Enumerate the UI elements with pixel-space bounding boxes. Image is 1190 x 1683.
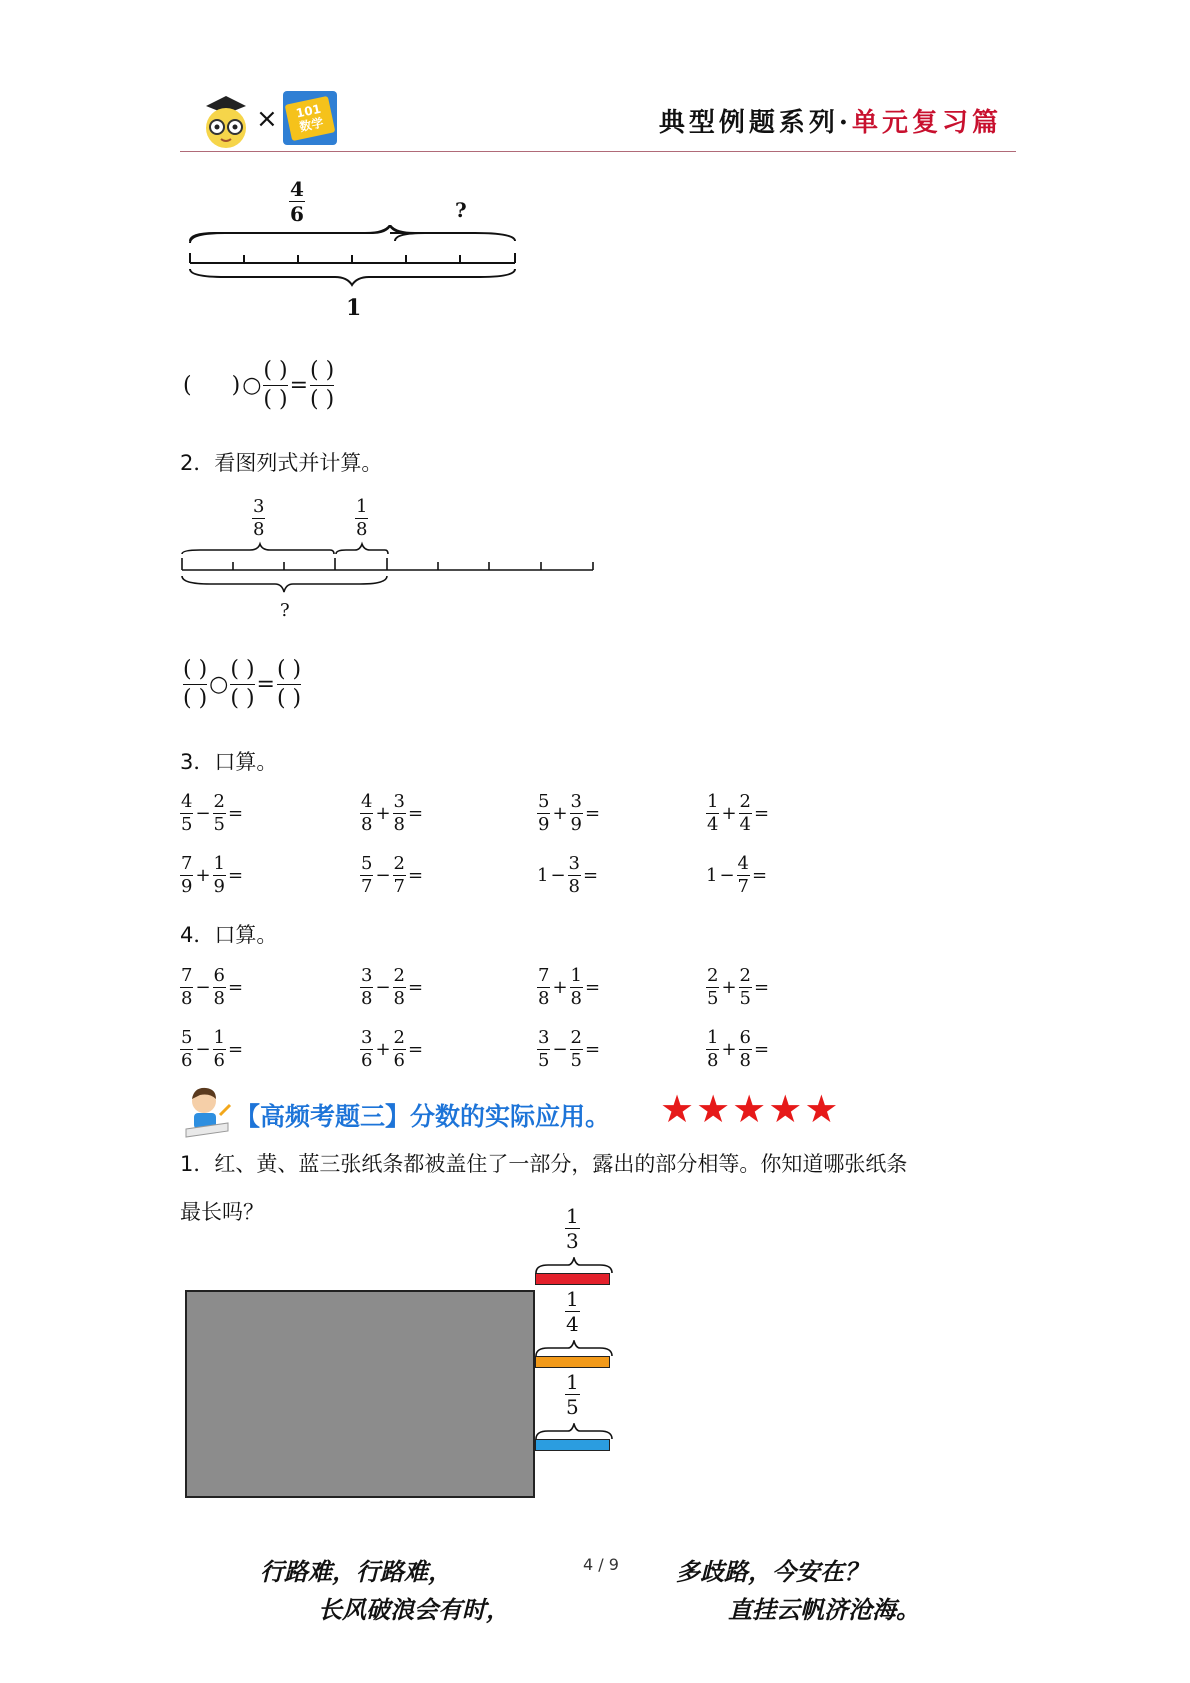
equals-sign: =: [585, 802, 601, 824]
operator-circle[interactable]: ○: [209, 672, 229, 698]
fraction-operand: $\frac{2}{6}$: [393, 1027, 405, 1071]
fraction-operand: $\frac{3}{8}$: [568, 853, 580, 897]
q1-segment-diagram: [185, 225, 525, 295]
fraction-operand: $\frac{6}{8}$: [213, 965, 225, 1009]
poem-left-2: 长风破浪会有时，: [318, 1595, 510, 1624]
q3-exercise: [537, 854, 600, 897]
fraction-operand: $\frac{3}{9}$: [570, 791, 582, 835]
q4-exercise: [706, 1028, 771, 1071]
owl-mascot-icon: [200, 92, 252, 148]
fraction-operand: $\frac{1}{8}$: [707, 1027, 719, 1071]
star-icon: ★: [660, 1087, 695, 1131]
fraction-operand: $\frac{1}{9}$: [213, 853, 225, 897]
equals-sign: =: [754, 1038, 770, 1060]
equals-sign: =: [583, 864, 599, 886]
q1-whole-label: 1: [346, 295, 362, 321]
fraction-operand: $\frac{4}{7}$: [737, 853, 749, 897]
q2-segment-diagram: [180, 540, 600, 600]
fraction-operand: $\frac{6}{8}$: [739, 1027, 751, 1071]
strip-fraction-label: $\frac{1}{3}$: [566, 1204, 579, 1253]
fraction-operand: $\frac{3}{5}$: [538, 1027, 550, 1071]
q4-exercise: [706, 966, 771, 1009]
q4-exercise: [360, 1028, 425, 1071]
operator: −: [552, 1038, 568, 1060]
series-prefix: 典型例题系列·: [658, 108, 852, 138]
whole-number: 1: [706, 864, 718, 886]
q3-exercise: [180, 792, 245, 835]
q3-exercise: [706, 854, 769, 897]
q2-unknown-label: ?: [280, 600, 290, 621]
strip-fraction-label: $\frac{1}{4}$: [566, 1287, 579, 1336]
equals-sign: =: [408, 802, 424, 824]
operator: −: [719, 864, 735, 886]
operator: +: [721, 976, 737, 998]
paper-strip: [535, 1439, 610, 1451]
q4-exercise: [537, 1028, 602, 1071]
student-reading-icon: [182, 1085, 232, 1139]
page-number: 4 / 9: [583, 1555, 619, 1574]
answer-fraction-blank[interactable]: $\frac{( )}{( )}$: [263, 358, 288, 413]
equals-sign: =: [754, 802, 770, 824]
operator: −: [375, 864, 391, 886]
operator: +: [375, 1038, 391, 1060]
q4-exercise: [180, 966, 245, 1009]
result-fraction-blank[interactable]: $\frac{( )}{( )}$: [310, 358, 335, 413]
operator: +: [375, 802, 391, 824]
cover-board: [185, 1290, 535, 1498]
q3-exercise: [360, 854, 425, 897]
fraction-operand: $\frac{2}{8}$: [393, 965, 405, 1009]
fraction-operand: $\frac{2}{5}$: [213, 791, 225, 835]
fraction-operand: $\frac{5}{9}$: [538, 791, 550, 835]
brand-logo-101: [283, 91, 337, 145]
fraction-operand: $\frac{2}{5}$: [570, 1027, 582, 1071]
owl-logo: [200, 92, 252, 148]
q3-exercise: [706, 792, 771, 835]
brand-logo-text: 101 数学: [285, 95, 336, 140]
operator: −: [195, 1038, 211, 1060]
q2-fill-expression: $\frac{( )}{( )}$ ○ $\frac{( )}{( )}$ = $\frac{( )}{( )}$: [183, 657, 302, 712]
q1-unknown-label: ?: [455, 198, 467, 222]
star-icon: ★: [804, 1087, 839, 1131]
fraction-blank-2[interactable]: $\frac{( )}{( )}$: [230, 657, 255, 712]
q4-exercise: [537, 966, 602, 1009]
q4-title: 4．口算。: [180, 923, 278, 947]
poem-left-1: 行路难，行路难，: [260, 1557, 452, 1586]
operator: −: [375, 976, 391, 998]
equals-sign: =: [585, 1038, 601, 1060]
fraction-operand: $\frac{2}{4}$: [739, 791, 751, 835]
equals-sign: =: [228, 802, 244, 824]
app1-question-line2: 最长吗？: [180, 1200, 264, 1224]
operator: +: [721, 802, 737, 824]
q3-exercise: [180, 854, 245, 897]
q3-exercise: [537, 792, 602, 835]
poem-right-2: 直挂云帆济沧海。: [728, 1595, 920, 1624]
equals-sign: =: [228, 976, 244, 998]
q2-label-b: $\frac{1}{8}$: [356, 496, 368, 540]
equals-sign: =: [408, 864, 424, 886]
q2-label-a: $\frac{3}{8}$: [253, 496, 265, 540]
equals-sign: =: [754, 976, 770, 998]
fraction-operand: $\frac{7}{9}$: [181, 853, 193, 897]
star-icon: ★: [696, 1087, 731, 1131]
fraction-operand: $\frac{7}{8}$: [538, 965, 550, 1009]
fraction-blank-1[interactable]: $\frac{( )}{( )}$: [183, 657, 208, 712]
section-title: 【高频考题三】分数的实际应用。: [235, 1102, 611, 1131]
operator: +: [552, 976, 568, 998]
fraction-operand: $\frac{7}{8}$: [181, 965, 193, 1009]
fraction-operand: $\frac{2}{5}$: [707, 965, 719, 1009]
q4-exercise: [360, 966, 425, 1009]
header-divider: [180, 151, 1016, 152]
fraction-operand: $\frac{2}{5}$: [739, 965, 751, 1009]
series-title: [659, 102, 1002, 139]
star-icon: ★: [732, 1087, 767, 1131]
series-suffix: 单元复习篇: [851, 108, 1002, 138]
q3-exercise: [360, 792, 425, 835]
operator: −: [195, 802, 211, 824]
fraction-operand: $\frac{4}{8}$: [361, 791, 373, 835]
q2-title: 2．看图列式并计算。: [180, 451, 383, 475]
fraction-operand: $\frac{5}{7}$: [361, 853, 373, 897]
q1-fill-expression: ( ) ○ $\frac{( )}{( )}$ = $\frac{( )}{( )}$: [183, 358, 335, 413]
paper-strip: [535, 1273, 610, 1285]
equals-sign: =: [228, 1038, 244, 1060]
fraction-operand: $\frac{3}{6}$: [361, 1027, 373, 1071]
result-fraction-blank[interactable]: $\frac{( )}{( )}$: [276, 657, 302, 712]
fraction-operand: $\frac{4}{5}$: [181, 791, 193, 835]
whole-number: 1: [537, 864, 549, 886]
equals-sign: =: [408, 976, 424, 998]
fraction-operand: $\frac{2}{7}$: [393, 853, 405, 897]
fraction-operand: $\frac{3}{8}$: [361, 965, 373, 1009]
difficulty-stars: [660, 1087, 839, 1131]
equals-sign: =: [408, 1038, 424, 1060]
equals-sign: =: [585, 976, 601, 998]
q4-exercise: [180, 1028, 245, 1071]
q3-title: 3．口算。: [180, 750, 278, 774]
strip-fraction-label: $\frac{1}{5}$: [566, 1370, 579, 1419]
app1-question-line1: 1．红、黄、蓝三张纸条都被盖住了一部分，露出的部分相等。你知道哪张纸条: [180, 1152, 908, 1176]
fraction-operand: $\frac{3}{8}$: [393, 791, 405, 835]
poem-right-1: 多歧路，今安在？: [676, 1557, 868, 1586]
fraction-operand: $\frac{1}{8}$: [570, 965, 582, 1009]
star-icon: ★: [768, 1087, 803, 1131]
equals-sign: =: [752, 864, 768, 886]
fraction-operand: $\frac{1}{4}$: [707, 791, 719, 835]
operator: +: [721, 1038, 737, 1060]
operator: +: [552, 802, 568, 824]
times-symbol: ×: [256, 104, 278, 134]
paper-strip: [535, 1356, 610, 1368]
operator-circle[interactable]: ○: [242, 373, 262, 399]
fraction-operand: $\frac{5}{6}$: [181, 1027, 193, 1071]
fraction-operand: $\frac{1}{6}$: [213, 1027, 225, 1071]
equals-sign: =: [228, 864, 244, 886]
operator: +: [195, 864, 211, 886]
operator: −: [195, 976, 211, 998]
operator: −: [550, 864, 566, 886]
q1-top-fraction: $\frac{4}{6}$: [290, 177, 304, 226]
